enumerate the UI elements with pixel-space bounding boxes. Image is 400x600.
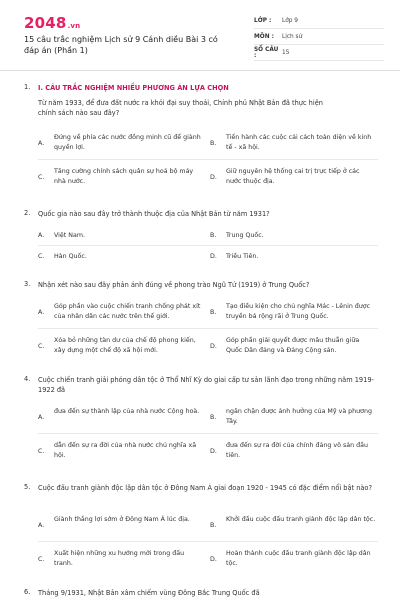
option-letter: D. [210,343,217,350]
header-divider [0,70,400,71]
question-number: 5. [24,483,31,491]
option-letter: B. [210,522,217,529]
option-letter: B. [210,140,217,147]
option-divider [38,541,378,542]
question-number: 1. [24,83,31,91]
option-letter: C. [38,174,45,181]
option-text: Đứng về phía các nước đồng minh cũ để giành quyền lợi. [54,134,201,151]
option-letter: C. [38,253,45,260]
option-text: đưa đến sự thành lập của nhà nước Cộng hoà. [54,408,200,415]
option-letter: A. [38,414,45,421]
meta-row-count [254,45,384,61]
option-text: Hàn Quốc. [54,253,87,260]
logo-suffix: .vn [67,22,81,30]
meta-value: Lớp 9 [282,17,298,24]
option-letter: B. [210,232,217,239]
option-text: Khởi đầu cuộc đấu tranh giành độc lập dân tộc. [226,516,376,523]
option-text: Giữ nguyên hệ thống cai trị trực tiếp ở các nước thuộc địa. [226,168,360,185]
option-letter: D. [210,448,217,455]
question-text: Tháng 9/1931, Nhật Bản xâm chiếm vùng Đông Bắc Trung Quốc đã [38,589,260,597]
option-letter: D. [210,253,217,260]
option-letter: C. [38,556,45,563]
option-letter: B. [210,414,217,421]
question-number: 3. [24,280,31,288]
option-letter: C. [38,448,45,455]
option-text: Xuất hiện những xu hướng mới trong đấu tranh. [54,550,185,567]
option-letter: A. [38,232,45,239]
option-text: Tiến hành các cuộc cải cách toàn diện về kinh tế - xã hội. [226,134,372,151]
option-text: Việt Nam. [54,232,85,239]
logo-text: 2048 [24,14,67,32]
option-text: Góp phần giải quyết được mâu thuẫn giữa Quốc Dân đảng và Đảng Cộng sản. [226,337,360,354]
meta-value: 15 [282,49,290,56]
option-text: dẫn đến sự ra đời của nhà nước chủ nghĩa xã hội. [54,442,197,459]
section-title: I. CÂU TRẮC NGHIỆM NHIỀU PHƯƠNG ÁN LỰA CHỌN [38,84,229,92]
option-text: Hoàn thành cuộc đấu tranh giành độc lập dân tộc. [226,550,371,567]
option-text: Tạo điều kiện cho chủ nghĩa Mác - Lênin được truyền bá rộng rãi ở Trung Quốc. [226,303,371,320]
meta-label: SỐ CÂU : [254,46,279,59]
question-number: 6. [24,588,31,596]
question-text: Nhận xét nào sau đây phản ánh đúng về phong trào Ngũ Tứ (1919) ở Trung Quốc? [38,281,310,289]
meta-row-subject [254,29,384,45]
option-letter: A. [38,140,45,147]
option-divider [38,159,378,160]
option-divider [38,245,378,246]
option-letter: A. [38,522,45,529]
question-text: Cuộc chiến tranh giải phóng dân tộc ở Thổ Nhĩ Kỳ do giai cấp tư sản lãnh đạo trong những năm 1919-1922 đã [38,376,374,394]
question-number: 2. [24,209,31,217]
option-text: Góp phần vào cuộc chiến tranh chống phát xít của nhân dân các nước trên thế giới. [54,303,201,320]
meta-info [254,13,384,61]
option-text: Giành thắng lợi sớm ở Đông Nam Á lúc địa. [54,516,190,523]
site-logo[interactable] [24,14,80,32]
question-number: 4. [24,375,31,383]
option-text: đưa đến sự ra đời của chính đảng vô sản đầu tiên. [226,442,368,459]
option-divider [38,433,378,434]
option-letter: D. [210,174,217,181]
meta-label: MÔN : [254,33,274,40]
option-text: Xóa bỏ những tàn dư của chế độ phong kiến, xây dựng một chế độ xã hội mới. [54,337,196,354]
option-text: Trung Quốc. [226,232,264,239]
option-divider [38,328,378,329]
option-text: Triều Tiên. [226,253,259,260]
document-title: 15 câu trắc nghiệm Lịch sử 9 Cánh diều Bài 3 có đáp án (Phần 1) [24,35,218,55]
meta-row-class [254,13,384,29]
page-header [0,0,400,66]
option-letter: D. [210,556,217,563]
question-text: Cuộc đấu tranh giành độc lập dân tộc ở Đông Nam Á giai đoạn 1920 - 1945 có đặc điểm nổi bật nào? [38,484,372,492]
option-text: Tăng cường chính sách quân sự hoá bộ máy nhà nước. [54,168,194,185]
option-letter: A. [38,309,45,316]
option-letter: C. [38,343,45,350]
question-text: Quốc gia nào sau đây trở thành thuộc địa của Nhật Bản từ năm 1931? [38,210,270,218]
meta-value: Lịch sử [282,33,303,40]
option-text: ngăn chặn được ảnh hưởng của Mỹ và phương Tây. [226,408,372,425]
question-text: Từ năm 1933, để đưa đất nước ra khỏi đại suy thoái, Chính phủ Nhật Bản đã thực hiện chính sách nào sau đây? [38,99,323,117]
option-letter: B. [210,309,217,316]
meta-label: LỚP : [254,17,272,24]
